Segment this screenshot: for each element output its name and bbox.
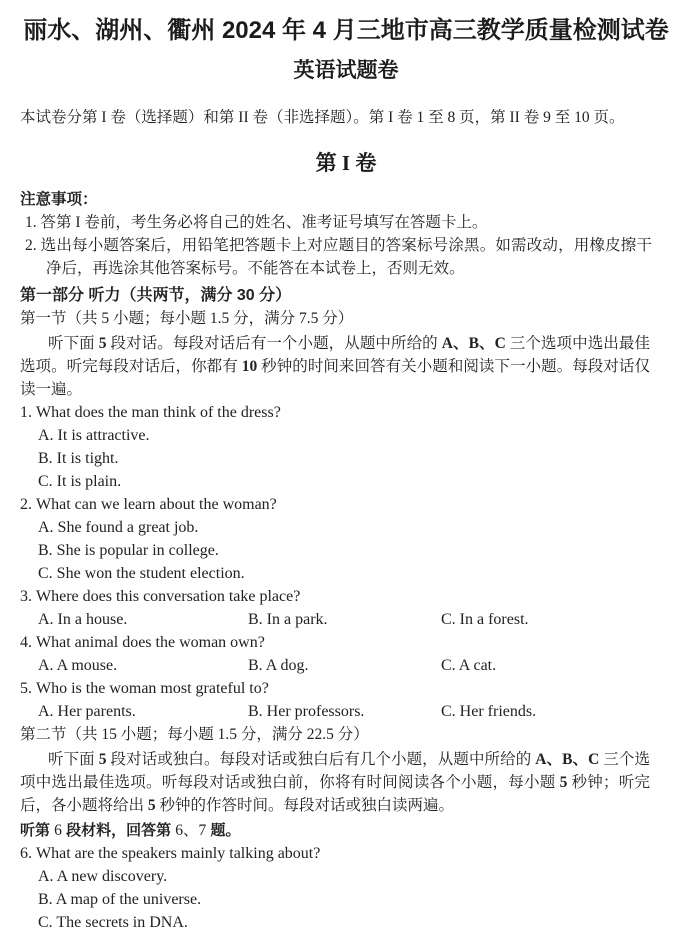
- question-5-number: 5.: [20, 680, 32, 697]
- question-3-option-a: A. In a house.: [38, 611, 128, 628]
- question-4-option-a: A. A mouse.: [38, 657, 118, 674]
- question-3-number: 3.: [20, 588, 32, 605]
- question-1-number: 1.: [20, 404, 32, 421]
- notice-item-1: 1. 答第 I 卷前，考生务必将自己的姓名、准考证号填写在答题卡上。: [25, 214, 488, 231]
- question-3-text: Where does this conversation take place?: [36, 588, 301, 605]
- question-5: [20, 677, 692, 700]
- material-note: 听第 6 段材料，回答第 6、7 题。: [20, 822, 241, 839]
- question-4-number: 4.: [20, 634, 32, 651]
- question-5-option-b: B. Her professors.: [248, 703, 365, 720]
- question-2: [20, 493, 692, 516]
- notice-heading: 注意事项：: [20, 191, 98, 208]
- question-6-option-b: B. A map of the universe.: [38, 891, 202, 908]
- question-4-options: [38, 654, 692, 677]
- question-2-number: 2.: [20, 496, 32, 513]
- paper-subtitle: 英语试题卷: [293, 59, 399, 82]
- question-2-option-a: A. She found a great job.: [38, 519, 199, 536]
- question-6-option-c: C. The secrets in DNA.: [38, 914, 188, 931]
- volume-heading: 第 I 卷: [315, 151, 377, 175]
- question-4-option-b: B. A dog.: [248, 657, 309, 674]
- paper-intro: 本试卷分第 I 卷（选择题）和第 II 卷（非选择题）。第 I 卷 1 至 8 页，第 II 卷 9 至 10 页。: [20, 109, 625, 126]
- paper-title: 丽水、湖州、衢州 2024 年 4 月三地市高三教学质量检测试卷: [23, 17, 669, 44]
- section1-instructions: 听下面 5 段对话。每段对话后有一个小题，从题中所给的 A、B、C 三个选项中选出最佳选项。听完每段对话后，你都有 10 秒钟的时间来回答有关小题和阅读下一小题。每段对话仅读一遍。: [20, 335, 650, 398]
- question-5-text: Who is the woman most grateful to?: [36, 680, 269, 697]
- question-4-option-c: C. A cat.: [441, 657, 497, 674]
- section2-heading: 第二节（共 15 小题；每小题 1.5 分，满分 22.5 分）: [20, 726, 369, 743]
- question-3: [20, 585, 692, 608]
- question-1-option-c: C. It is plain.: [38, 473, 122, 490]
- section2-instructions: 听下面 5 段对话或独白。每段对话或独白后有几个小题，从题中所给的 A、B、C 三个选项中选出最佳选项。听每段对话或独白前，你将有时间阅读各个小题，每小题 5 秒钟；听完后，各小题将给出 5 秒钟的作答时间。每段对话或独白读两遍。: [20, 751, 650, 814]
- section1-heading: 第一节（共 5 小题；每小题 1.5 分，满分 7.5 分）: [20, 310, 354, 327]
- question-6-text: What are the speakers mainly talking about?: [36, 845, 321, 862]
- question-1: [20, 401, 692, 424]
- question-4: [20, 631, 692, 654]
- question-4-text: What animal does the woman own?: [36, 634, 265, 651]
- question-5-option-a: A. Her parents.: [38, 703, 136, 720]
- question-1-option-b: B. It is tight.: [38, 450, 119, 467]
- question-3-option-b: B. In a park.: [248, 611, 328, 628]
- question-5-options: [38, 700, 692, 723]
- question-1-option-a: A. It is attractive.: [38, 427, 150, 444]
- question-2-option-b: B. She is popular in college.: [38, 542, 219, 559]
- question-6-option-a: A. A new discovery.: [38, 868, 168, 885]
- notice-item-2: 2. 选出每小题答案后，用铅笔把答题卡上对应题目的答案标号涂黑。如需改动，用橡皮擦干净后，再选涂其他答案标号。不能答在本试卷上，否则无效。: [25, 237, 652, 277]
- part1-heading: 第一部分 听力（共两节，满分 30 分）: [20, 287, 292, 304]
- question-3-options: [38, 608, 692, 631]
- question-3-option-c: C. In a forest.: [441, 611, 529, 628]
- question-6-number: 6.: [20, 845, 32, 862]
- question-1-text: What does the man think of the dress?: [36, 404, 281, 421]
- question-2-option-c: C. She won the student election.: [38, 565, 245, 582]
- question-6: [20, 842, 692, 865]
- question-5-option-c: C. Her friends.: [441, 703, 537, 720]
- question-2-text: What can we learn about the woman?: [36, 496, 277, 513]
